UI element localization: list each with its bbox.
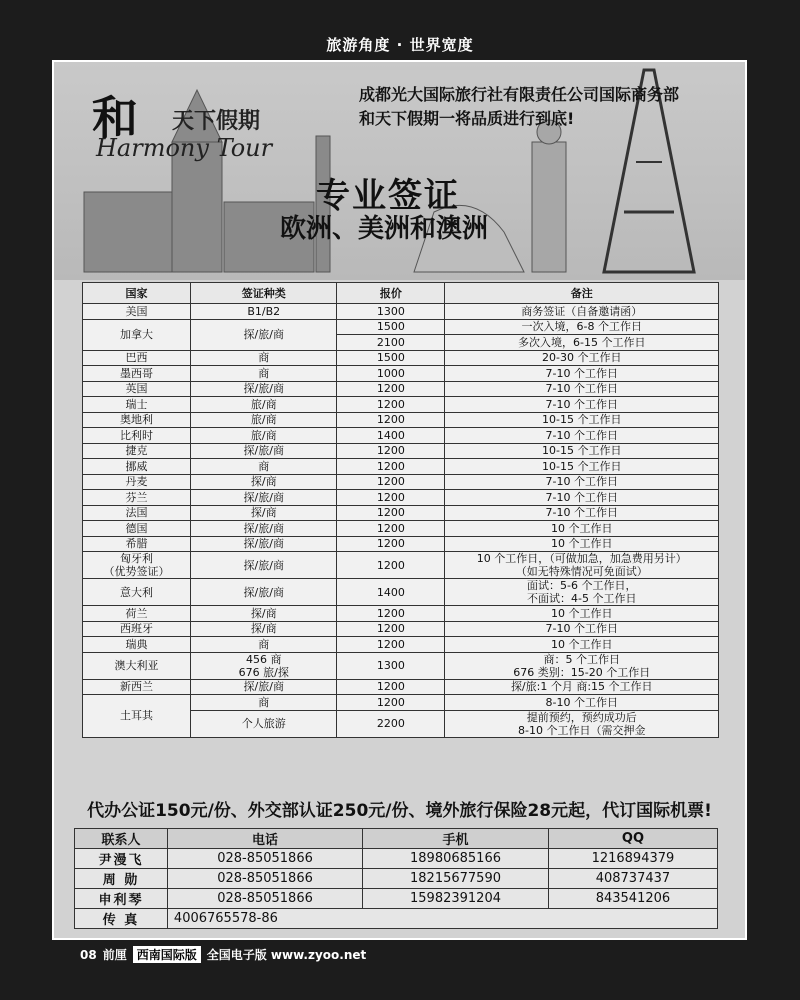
cell-remarks: 10 个工作日 [445, 536, 719, 552]
website-link[interactable]: 全国电子版 www.zyoo.net [206, 948, 367, 962]
cell-remarks: 一次入境，6-8 个工作日 [445, 319, 719, 335]
table-row [83, 621, 719, 637]
cell-remarks: 10 个工作日，（可做加急，加急费用另计） （如无特殊情况可免面试） [445, 552, 719, 579]
contact-row [75, 849, 718, 869]
cell-visa-type: 探/旅/商 [191, 443, 337, 459]
cell-remarks: 商：5 个工作日 676 类别：15-20 个工作日 [445, 652, 719, 679]
table-row [83, 304, 719, 320]
brand-mark: 和 [92, 91, 138, 145]
cell-visa-type: 个人旅游 [191, 710, 337, 737]
cell-country: 丹麦 [83, 474, 191, 490]
cell-visa-type: 探/旅/商 [191, 552, 337, 579]
cell-price: 1200 [337, 505, 445, 521]
cell-remarks: 7-10 个工作日 [445, 397, 719, 413]
contact-name: 申利琴 [75, 889, 168, 909]
cell-remarks: 10 个工作日 [445, 637, 719, 653]
contact-table [74, 828, 718, 929]
company-slogan: 和天下假期一将品质进行到底! [359, 109, 575, 128]
cell-visa-type: 探/旅/商 [191, 679, 337, 695]
contact-row [75, 889, 718, 909]
cell-price: 1300 [337, 652, 445, 679]
cell-price: 1400 [337, 428, 445, 444]
contact-phone: 028-85051866 [167, 889, 362, 909]
col-remarks: 备注 [445, 283, 719, 304]
fax-row [75, 909, 718, 929]
col-mobile: 手机 [363, 829, 549, 849]
table-row [83, 474, 719, 490]
cell-visa-type: 探/商 [191, 474, 337, 490]
cell-price: 1200 [337, 521, 445, 537]
hero-title: 专业签证 [316, 176, 460, 216]
cell-visa-type: 探/旅/商 [191, 490, 337, 506]
company-name: 成都光大国际旅行社有限责任公司国际商务部 [359, 85, 680, 104]
table-row [83, 381, 719, 397]
cell-visa-type: 旅/商 [191, 428, 337, 444]
cell-remarks: 10 个工作日 [445, 521, 719, 537]
cell-price: 1200 [337, 695, 445, 711]
cell-visa-type: 456 商 676 旅/探 [191, 652, 337, 679]
col-contact: 联系人 [75, 829, 168, 849]
cell-remarks: 7-10 个工作日 [445, 474, 719, 490]
cell-remarks: 7-10 个工作日 [445, 428, 719, 444]
table-row [83, 552, 719, 579]
visa-table-body [83, 304, 719, 738]
table-row [83, 579, 719, 606]
ad-panel [52, 60, 747, 940]
cell-visa-type: 探/旅/商 [191, 536, 337, 552]
cell-remarks: 7-10 个工作日 [445, 366, 719, 382]
cell-remarks: 多次入境，6-15 个工作日 [445, 335, 719, 351]
cell-price: 1200 [337, 637, 445, 653]
cell-remarks: 20-30 个工作日 [445, 350, 719, 366]
cell-country: 意大利 [83, 579, 191, 606]
table-row [83, 319, 719, 335]
cell-price: 1200 [337, 552, 445, 579]
cell-country: 加拿大 [83, 319, 191, 350]
cell-price: 1200 [337, 621, 445, 637]
table-row [83, 412, 719, 428]
cell-visa-type: 探/旅/商 [191, 381, 337, 397]
table-row [83, 652, 719, 679]
liberty-statue [532, 142, 566, 272]
cell-remarks: 面试：5-6 个工作日， 不面试：4-5 个工作日 [445, 579, 719, 606]
col-visa-type: 签证种类 [191, 283, 337, 304]
cell-remarks: 10-15 个工作日 [445, 412, 719, 428]
cell-visa-type: 商 [191, 695, 337, 711]
cell-remarks: 10 个工作日 [445, 606, 719, 622]
contact-qq: 1216894379 [548, 849, 717, 869]
cell-visa-type: 探/商 [191, 505, 337, 521]
cell-country: 比利时 [83, 428, 191, 444]
page-tagline: 旅游角度 · 世界宽度 [326, 36, 474, 54]
cell-country: 英国 [83, 381, 191, 397]
cell-visa-type: B1/B2 [191, 304, 337, 320]
palace-building [84, 192, 174, 272]
cell-remarks: 商务签证（自备邀请函） [445, 304, 719, 320]
cell-price: 1200 [337, 606, 445, 622]
cell-visa-type: 探/旅/商 [191, 579, 337, 606]
contact-phone: 028-85051866 [167, 869, 362, 889]
cell-country: 法国 [83, 505, 191, 521]
page-footer [80, 946, 366, 963]
cell-visa-type: 探/商 [191, 606, 337, 622]
cell-price: 1200 [337, 459, 445, 475]
col-qq: QQ [548, 829, 717, 849]
cell-visa-type: 探/商 [191, 621, 337, 637]
brand-name-en: Harmony Tour [96, 134, 273, 162]
services-banner: 代办公证150元/份、外交部认证250元/份、境外旅行保险28元起，代订国际机票! [87, 801, 712, 821]
cell-price: 2200 [337, 710, 445, 737]
brand-name-cn: 天下假期 [172, 109, 261, 134]
table-row [83, 428, 719, 444]
cell-remarks: 提前预约，预约成功后 8-10 个工作日（需交押金 [445, 710, 719, 737]
cell-country: 匈牙利 （优势签证） [83, 552, 191, 579]
cell-visa-type: 商 [191, 459, 337, 475]
cell-price: 1200 [337, 412, 445, 428]
cell-country: 墨西哥 [83, 366, 191, 382]
cell-country: 德国 [83, 521, 191, 537]
cell-country: 捷克 [83, 443, 191, 459]
fax-number: 4006765578-86 [167, 909, 717, 929]
cell-price: 1200 [337, 474, 445, 490]
cell-remarks: 7-10 个工作日 [445, 505, 719, 521]
hero-banner [54, 62, 745, 280]
table-row [83, 459, 719, 475]
cell-price: 1200 [337, 443, 445, 459]
table-row [83, 521, 719, 537]
cell-price: 1200 [337, 397, 445, 413]
cell-country: 西班牙 [83, 621, 191, 637]
cell-country: 巴西 [83, 350, 191, 366]
cell-remarks: 7-10 个工作日 [445, 381, 719, 397]
cell-price: 1200 [337, 679, 445, 695]
table-row [83, 350, 719, 366]
cell-price: 1200 [337, 381, 445, 397]
contact-name: 尹漫飞 [75, 849, 168, 869]
contact-phone: 028-85051866 [167, 849, 362, 869]
section-name: 前厘 [102, 948, 127, 962]
cell-visa-type: 旅/商 [191, 412, 337, 428]
cell-country: 荷兰 [83, 606, 191, 622]
cell-price: 1200 [337, 536, 445, 552]
col-price: 报价 [337, 283, 445, 304]
cell-remarks: 10-15 个工作日 [445, 459, 719, 475]
table-row [83, 695, 719, 711]
cell-country: 美国 [83, 304, 191, 320]
table-row [83, 679, 719, 695]
cell-country: 奥地利 [83, 412, 191, 428]
contact-mobile: 18215677590 [363, 869, 549, 889]
col-phone: 电话 [167, 829, 362, 849]
cell-country: 芬兰 [83, 490, 191, 506]
cell-visa-type: 探/旅/商 [191, 319, 337, 350]
table-row [83, 637, 719, 653]
contact-qq: 408737437 [548, 869, 717, 889]
cell-price: 1000 [337, 366, 445, 382]
page-number: 08 [80, 947, 97, 962]
cell-visa-type: 探/旅/商 [191, 521, 337, 537]
table-header-row [83, 283, 719, 304]
cell-country: 瑞士 [83, 397, 191, 413]
cell-price: 1300 [337, 304, 445, 320]
edition-badge: 西南国际版 [133, 946, 201, 963]
contact-qq: 843541206 [548, 889, 717, 909]
table-row [83, 366, 719, 382]
visa-price-table [82, 282, 719, 738]
contact-name: 周 勋 [75, 869, 168, 889]
table-row [83, 490, 719, 506]
cell-price: 1200 [337, 490, 445, 506]
cell-remarks: 探/旅:1 个月 商:15 个工作日 [445, 679, 719, 695]
contact-mobile: 18980685166 [363, 849, 549, 869]
contact-header-row [75, 829, 718, 849]
col-country: 国家 [83, 283, 191, 304]
contact-row [75, 869, 718, 889]
cell-country: 瑞典 [83, 637, 191, 653]
cell-price: 1500 [337, 319, 445, 335]
table-row [83, 505, 719, 521]
table-row [83, 536, 719, 552]
contact-mobile: 15982391204 [363, 889, 549, 909]
table-row [83, 397, 719, 413]
cell-visa-type: 旅/商 [191, 397, 337, 413]
cell-remarks: 7-10 个工作日 [445, 490, 719, 506]
cell-country: 希腊 [83, 536, 191, 552]
cell-country: 新西兰 [83, 679, 191, 695]
cell-visa-type: 商 [191, 350, 337, 366]
cell-remarks: 10-15 个工作日 [445, 443, 719, 459]
hero-subtitle: 欧洲、美洲和澳洲 [280, 214, 489, 244]
cell-country: 土耳其 [83, 695, 191, 738]
cell-price: 1400 [337, 579, 445, 606]
fax-label: 传 真 [75, 909, 168, 929]
cell-price: 1500 [337, 350, 445, 366]
cell-price: 2100 [337, 335, 445, 351]
table-row [83, 443, 719, 459]
cell-remarks: 8-10 个工作日 [445, 695, 719, 711]
cell-country: 澳大利亚 [83, 652, 191, 679]
table-row [83, 606, 719, 622]
cell-visa-type: 商 [191, 637, 337, 653]
cell-visa-type: 商 [191, 366, 337, 382]
cell-country: 挪威 [83, 459, 191, 475]
cell-remarks: 7-10 个工作日 [445, 621, 719, 637]
